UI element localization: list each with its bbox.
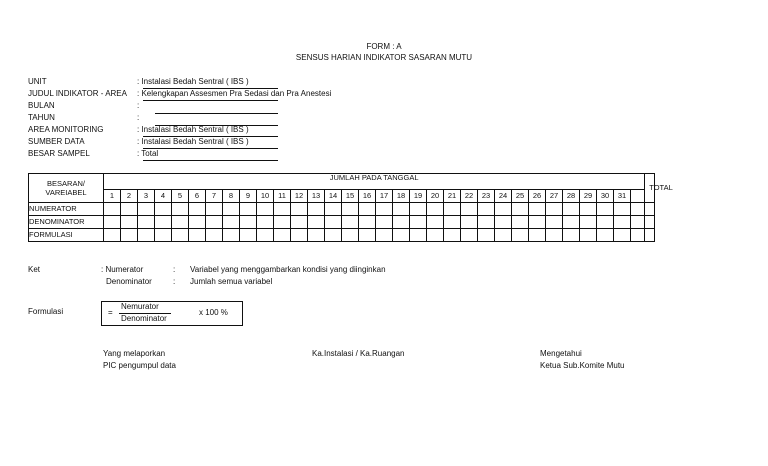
entry-cell[interactable] [308,203,325,216]
entry-cell[interactable] [512,216,529,229]
entry-cell[interactable] [444,203,461,216]
signature-head-title: Ka.Instalasi / Ka.Ruangan [312,349,405,358]
entry-cell[interactable] [478,229,495,242]
entry-cell[interactable] [325,216,342,229]
entry-cell[interactable] [291,203,308,216]
day-header: 3 [138,190,155,203]
entry-cell[interactable] [580,203,597,216]
day-header: 12 [291,190,308,203]
entry-cell[interactable] [461,216,478,229]
entry-cell[interactable] [189,203,206,216]
entry-cell[interactable] [597,203,614,216]
entry-cell[interactable] [223,203,240,216]
ket-desc-denominator: Jumlah semua variabel [190,277,273,286]
day-header: 25 [512,190,529,203]
table-row [29,229,655,242]
entry-cell[interactable] [645,203,655,216]
entry-cell[interactable] [631,229,645,242]
entry-cell[interactable] [240,203,257,216]
day-header: 14 [325,190,342,203]
table-row [29,216,655,229]
entry-cell[interactable] [189,229,206,242]
entry-cell[interactable] [529,203,546,216]
entry-cell[interactable] [478,216,495,229]
entry-cell[interactable] [546,203,563,216]
entry-cell[interactable] [529,216,546,229]
entry-cell[interactable] [172,229,189,242]
formula-multiplier: x 100 % [199,308,228,317]
blank-header-cell [631,190,645,203]
entry-cell[interactable] [121,216,138,229]
day-header: 30 [597,190,614,203]
form-label: FORM : A [366,42,402,51]
entry-cell[interactable] [223,216,240,229]
info-value-unit: : Instalasi Bedah Sentral ( IBS ) [137,77,249,86]
entry-cell[interactable] [478,203,495,216]
day-header: 24 [495,190,512,203]
day-header: 23 [478,190,495,203]
info-label-area: AREA MONITORING [28,125,104,134]
day-header: 6 [189,190,206,203]
entry-cell[interactable] [546,216,563,229]
info-label-sumber: SUMBER DATA [28,137,85,146]
entry-cell[interactable] [597,229,614,242]
entry-cell[interactable] [512,203,529,216]
entry-cell[interactable] [410,216,427,229]
entry-cell[interactable] [495,216,512,229]
day-header: 9 [240,190,257,203]
entry-cell[interactable] [614,203,631,216]
entry-cell[interactable] [444,229,461,242]
entry-cell[interactable] [427,216,444,229]
day-header: 18 [393,190,410,203]
underline-unit [143,78,278,89]
entry-cell[interactable] [206,203,223,216]
total-header [645,174,673,203]
entry-cell[interactable] [257,216,274,229]
day-header: 5 [172,190,189,203]
day-header: 19 [410,190,427,203]
entry-cell[interactable] [342,216,359,229]
day-header: 1 [104,190,121,203]
entry-cell[interactable] [444,216,461,229]
entry-cell[interactable] [580,229,597,242]
underline-area [143,126,278,137]
entry-cell[interactable] [614,229,631,242]
entry-cell[interactable] [597,216,614,229]
entry-cell[interactable] [461,229,478,242]
ket-sep-denominator: : [173,277,176,286]
entry-cell[interactable] [291,229,308,242]
formula-equals: = [108,308,113,317]
ket-label: Ket [28,265,41,274]
entry-cell[interactable] [240,216,257,229]
entry-cell[interactable] [121,229,138,242]
day-header: 26 [529,190,546,203]
underline-sampel [143,150,278,161]
day-header: 22 [461,190,478,203]
row-label: NUMERATOR [29,203,104,216]
day-header: 13 [308,190,325,203]
entry-cell[interactable] [359,216,376,229]
entry-cell[interactable] [580,216,597,229]
entry-cell[interactable] [308,216,325,229]
entry-cell[interactable] [393,203,410,216]
daily-census-table [28,173,673,242]
day-header: 10 [257,190,274,203]
entry-cell[interactable] [274,216,291,229]
entry-cell[interactable] [495,203,512,216]
entry-cell[interactable] [410,229,427,242]
entry-cell[interactable] [206,229,223,242]
entry-cell[interactable] [138,203,155,216]
entry-cell[interactable] [257,229,274,242]
entry-cell[interactable] [563,229,580,242]
entry-cell[interactable] [206,216,223,229]
entry-cell[interactable] [138,216,155,229]
ket-term-numerator: : Numerator [101,265,144,274]
entry-cell[interactable] [563,203,580,216]
entry-cell[interactable] [410,203,427,216]
ket-desc-numerator: Variabel yang menggambarkan kondisi yang diinginkan [190,265,386,274]
day-header: 29 [580,190,597,203]
entry-cell[interactable] [104,229,121,242]
entry-cell[interactable] [308,229,325,242]
entry-cell[interactable] [104,216,121,229]
underline-sumber [143,138,278,149]
entry-cell[interactable] [393,229,410,242]
entry-cell[interactable] [376,229,393,242]
formula-box [101,301,243,326]
entry-cell[interactable] [325,229,342,242]
entry-cell[interactable] [223,229,240,242]
entry-cell[interactable] [325,203,342,216]
signature-approver-role: Ketua Sub.Komite Mutu [540,361,625,370]
day-header: 28 [563,190,580,203]
total-header-label: TOTAL [649,183,673,193]
day-header: 16 [359,190,376,203]
entry-cell[interactable] [342,229,359,242]
entry-cell[interactable] [155,229,172,242]
entry-cell[interactable] [376,216,393,229]
entry-cell[interactable] [614,216,631,229]
entry-cell[interactable] [240,229,257,242]
day-number-row [29,190,655,203]
entry-cell[interactable] [645,229,655,242]
entry-cell[interactable] [393,216,410,229]
entry-cell[interactable] [359,229,376,242]
signature-approver-title: Mengetahui [540,349,582,358]
formula-denominator: Denominator [121,314,167,323]
row-label: DENOMINATOR [29,216,104,229]
entry-cell[interactable] [461,203,478,216]
info-label-tahun: TAHUN [28,113,55,122]
entry-cell[interactable] [257,203,274,216]
underline-bulan [155,103,278,114]
entry-cell[interactable] [138,229,155,242]
group-header: JUMLAH PADA TANGGAL [104,174,645,190]
entry-cell[interactable] [529,229,546,242]
entry-cell[interactable] [342,203,359,216]
day-header: 15 [342,190,359,203]
day-header: 20 [427,190,444,203]
signature-reporter-title: Yang melaporkan [103,349,166,358]
ket-sep-numerator: : [173,265,176,274]
formula-numerator: Nemurator [121,302,159,311]
entry-cell[interactable] [155,216,172,229]
day-header: 11 [274,190,291,203]
underline-judul [143,90,278,101]
day-header: 7 [206,190,223,203]
day-header: 4 [155,190,172,203]
formulasi-label: Formulasi [28,307,64,316]
entry-cell[interactable] [645,216,655,229]
entry-cell[interactable] [291,216,308,229]
entry-cell[interactable] [563,216,580,229]
row-label: FORMULASI [29,229,104,242]
entry-cell[interactable] [631,216,645,229]
entry-cell[interactable] [155,203,172,216]
info-label-sampel: BESAR SAMPEL [28,149,90,158]
info-label-bulan: BULAN [28,101,55,110]
entry-cell[interactable] [495,229,512,242]
info-value-judul: : Kelengkapan Assesmen Pra Sedasi dan Pra Anestesi [137,89,332,98]
entry-cell[interactable] [376,203,393,216]
form-title: SENSUS HARIAN INDIKATOR SASARAN MUTU [295,53,473,62]
entry-cell[interactable] [427,203,444,216]
entry-cell[interactable] [121,203,138,216]
ket-term-denominator: Denominator [106,277,152,286]
entry-cell[interactable] [512,229,529,242]
info-value-tahun: : [137,113,140,122]
entry-cell[interactable] [631,203,645,216]
info-value-sampel: : Total [137,149,159,158]
table-header-row [29,174,655,190]
info-label-judul: JUDUL INDIKATOR - AREA [28,89,127,98]
info-value-sumber: : Instalasi Bedah Sentral ( IBS ) [137,137,249,146]
entry-cell[interactable] [189,216,206,229]
entry-cell[interactable] [274,229,291,242]
info-label-unit: UNIT [28,77,47,86]
info-value-area: : Instalasi Bedah Sentral ( IBS ) [137,125,249,134]
entry-cell[interactable] [172,216,189,229]
day-header: 2 [121,190,138,203]
day-header: 21 [444,190,461,203]
entry-cell[interactable] [427,229,444,242]
signature-reporter-role: PIC pengumpul data [103,361,176,370]
corner-header: BESARAN/ VAREIABEL [29,174,104,203]
day-header: 17 [376,190,393,203]
entry-cell[interactable] [546,229,563,242]
day-header: 31 [614,190,631,203]
entry-cell[interactable] [104,203,121,216]
entry-cell[interactable] [359,203,376,216]
entry-cell[interactable] [274,203,291,216]
info-value-bulan: : [137,101,140,110]
day-header: 27 [546,190,563,203]
table-row [29,203,655,216]
entry-cell[interactable] [172,203,189,216]
day-header: 8 [223,190,240,203]
